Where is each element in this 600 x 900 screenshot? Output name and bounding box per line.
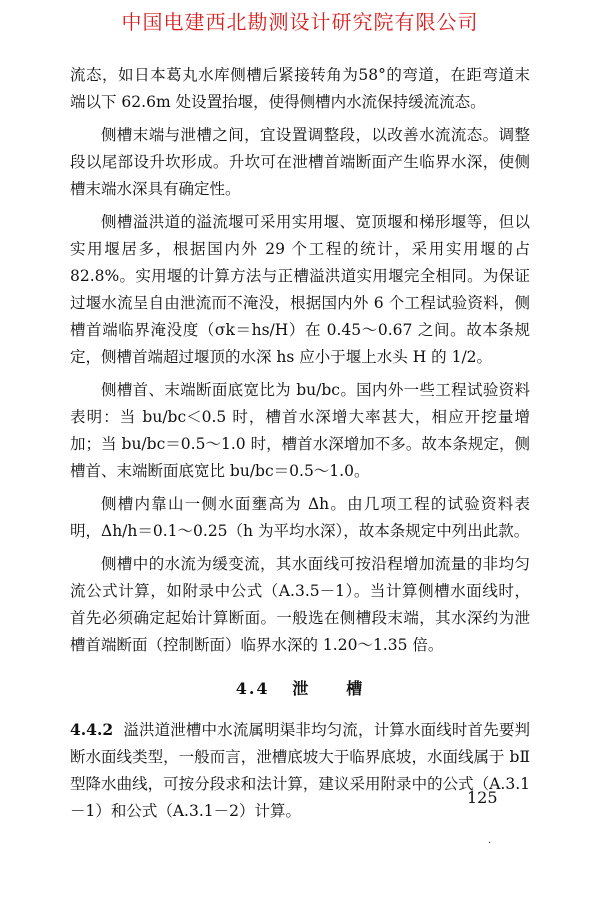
paragraph: 侧槽首、末端断面底宽比为 bu/bc。国内外一些工程试验资料表明：当 bu/bc＜0.5 时，槽首水深增大率甚大，相应开挖量增加；当 bu/bc＝0.5～1.0 时，槽首水深增加不多。故本条规定，侧槽首、末端断面底宽比 bu/bc＝0.5～1.0。: [70, 381, 530, 480]
paragraph: 侧槽中的水流为缓变流，其水面线可按沿程增加流量的非均匀流公式计算，如附录中公式（A.3.5－1）。当计算侧槽水面线时，首先必须确定起始计算断面。一般选在侧槽段末端，其水深约为泄槽首端断面（控制断面）临界水深的 1.20～1.35 倍。: [70, 555, 530, 654]
paragraph: 侧槽溢洪道的溢流堰可采用实用堰、宽顶堰和梯形堰等，但以实用堰居多，根据国内外 29 个工程的统计，采用实用堰的占 82.8%。实用堰的计算方法与正槽溢洪道实用堰完全相同。为保证过堰水流呈自由泄流而不淹没，根据国内外 6 个工程试验资料，侧槽首端临界淹没度（σk＝hs/H）在 0.45～0.67 之间。故本条规定，侧槽首端超过堰顶的水深 hs 应小于堰上水头 H 的 1/2。: [70, 213, 530, 366]
page-body: [70, 62, 530, 831]
clause-text: 溢洪道泄槽中水流属明渠非均匀流，计算水面线时首先要判断水面线类型，一般而言，泄槽底坡大于临界底坡，水面线属于 bⅡ 型降水曲线，可按分段求和法计算，建议采用附录中的公式（A.3.1－1）和公式（A.3.1－2）计算。: [70, 721, 530, 820]
scan-dot: ·: [488, 838, 492, 849]
clause-paragraph: [70, 716, 530, 825]
paragraph: 侧槽末端与泄槽之间，宜设置调整段，以改善水流流态。调整段以尾部设升坎形成。升坎可在泄槽首端断面产生临界水深，使侧槽末端水深具有确定性。: [70, 126, 530, 198]
section-title: 泄 槽: [292, 679, 365, 698]
section-heading: [70, 675, 530, 702]
paragraph: 流态，如日本葛丸水库侧槽后紧接转角为58°的弯道，在距弯道末端以下 62.6m 处设置抬堰，使得侧槽内水流保持缓流流态。: [70, 66, 530, 111]
paragraph: 侧槽内靠山一侧水面壅高为 Δh。由几项工程的试验资料表明，Δh/h＝0.1～0.25（h 为平均水深），故本条规定中列出此款。: [70, 495, 530, 540]
clause-number: 4.4.2: [70, 720, 114, 739]
header-organization: 中国电建西北勘测设计研究院有限公司: [121, 10, 479, 34]
section-number: 4.4: [235, 679, 270, 698]
page-number: 125: [467, 788, 498, 807]
